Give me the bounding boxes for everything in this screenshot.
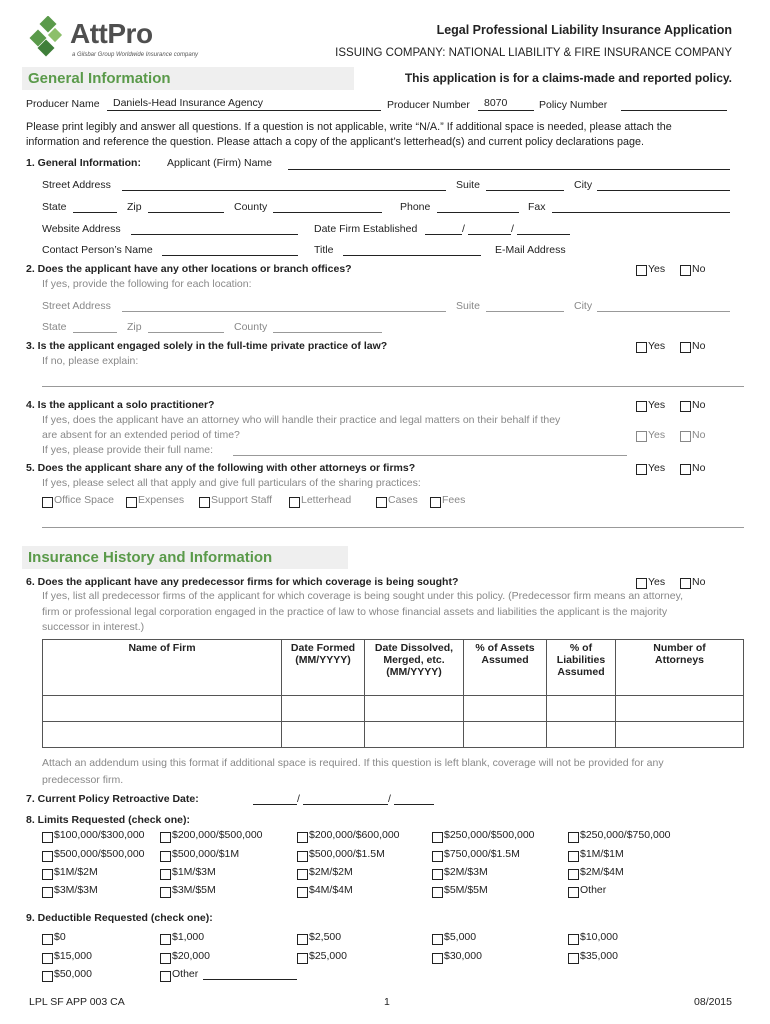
q7-title: 7. Current Policy Retroactive Date: [26,793,199,805]
state-field[interactable] [73,212,117,213]
table-row[interactable] [43,722,744,748]
limit-option-label: $2M/$2M [309,866,353,878]
q3-sub: If no, please explain: [42,355,139,367]
limit-option-checkbox[interactable] [297,832,308,843]
limit-option-checkbox[interactable] [568,851,579,862]
retro-slash-2: / [388,793,391,805]
footer-page-number: 1 [384,996,390,1008]
limit-option-checkbox[interactable] [42,832,53,843]
q6-paragraph [42,589,752,636]
limit-option-label: $100,000/$300,000 [54,829,145,841]
limit-option-label: $2M/$3M [444,866,488,878]
table-header-row [43,640,744,696]
deductible-option-label: $2,500 [309,931,342,943]
q5-particulars-field[interactable] [42,527,744,528]
county-field[interactable] [273,212,382,213]
deductible-option-checkbox[interactable] [160,953,171,964]
producer-number-value: 8070 [484,97,508,109]
limit-option-checkbox[interactable] [42,851,53,862]
producer-number-label: Producer Number [387,99,470,111]
county-label: County [234,201,268,213]
logo-tagline: a Gilsbar Group Worldwide Insurance company [72,52,199,58]
q6-yes-label: Yes [648,576,666,588]
deductible-option-label: $10,000 [580,931,618,943]
q5-yes-checkbox[interactable] [636,464,647,475]
deductible-option-label: $5,000 [444,931,477,943]
city-label: City [574,179,593,191]
street-field[interactable] [122,190,446,191]
branch-street-label: Street Address [42,300,111,312]
limit-option-label: $3M/$5M [172,884,216,896]
q4-sub-1: If yes, does the applicant have an attorney who will handle their practice and legal matters on their behalf if they [42,414,561,426]
street-label: Street Address [42,179,111,191]
q3-no-label: No [692,340,706,352]
deductible-option-label: $15,000 [54,950,92,962]
limit-option-checkbox[interactable] [42,887,53,898]
date-slash-2: / [511,223,514,235]
branch-state-field[interactable] [73,332,117,333]
q4a-yes-checkbox[interactable] [636,431,647,442]
share-expenses-checkbox[interactable] [126,497,137,508]
q5-yes-label: Yes [648,462,666,474]
q4-yes-label: Yes [648,399,666,411]
branch-city-field[interactable] [597,311,730,312]
q4a-no-checkbox[interactable] [680,431,691,442]
share-support-staff-checkbox[interactable] [199,497,210,508]
logo [28,14,258,64]
q4-sub-3: If yes, please provide their full name: [42,444,214,456]
instructions-line-2: information and reference the question. Please attach a copy of the applicant’s letterhead(s) and current policy declarations page. [26,136,645,148]
share-letterhead-checkbox[interactable] [289,497,300,508]
branch-county-label: County [234,321,268,333]
q1-title: 1. General Information: [26,157,141,169]
deductible-option-label: $35,000 [580,950,618,962]
limit-option-label: $250,000/$500,000 [444,829,535,841]
predecessor-firms-table [42,639,744,748]
limit-option-checkbox[interactable] [568,832,579,843]
q3-no-checkbox[interactable] [680,342,691,353]
limit-option-label: $200,000/$600,000 [309,829,400,841]
deductible-option-checkbox[interactable] [432,934,443,945]
q2-no-checkbox[interactable] [680,265,691,276]
deductible-option-label: $20,000 [172,950,210,962]
q2-title: 2. Does the applicant have any other locations or branch offices? [26,263,352,275]
phone-field[interactable] [437,212,519,213]
zip-field[interactable] [148,212,224,213]
col-name-of-firm: Name of Firm [43,640,282,696]
q4-sub-2: are absent for an extended period of time? [42,429,240,441]
limit-option-checkbox[interactable] [568,887,579,898]
deductible-option-label: $25,000 [309,950,347,962]
limit-option-checkbox[interactable] [432,869,443,880]
limit-option-label: $1M/$2M [54,866,98,878]
limit-option-checkbox[interactable] [568,869,579,880]
deductible-option-checkbox[interactable] [160,934,171,945]
q3-yes-label: Yes [648,340,666,352]
website-field[interactable] [131,234,298,235]
producer-number-field[interactable] [478,110,534,111]
q4a-no-label: No [692,429,706,441]
limit-option-label: Other [580,884,607,896]
branch-zip-field[interactable] [148,332,224,333]
col-date-formed: Date Formed (MM/YYYY) [282,640,365,696]
footer-date: 08/2015 [694,996,732,1008]
deductible-option-checkbox[interactable] [297,934,308,945]
table-row[interactable] [43,696,744,722]
col-number-attorneys: Number of Attorneys [616,640,744,696]
limit-option-checkbox[interactable] [297,851,308,862]
deductible-option-checkbox[interactable] [42,953,53,964]
q3-yes-checkbox[interactable] [636,342,647,353]
q6-no-checkbox[interactable] [680,578,691,589]
deductible-option-checkbox[interactable] [160,971,171,982]
date-established-month[interactable] [425,234,462,235]
logo-text: AttPro [70,18,153,49]
q2-sub: If yes, provide the following for each location: [42,278,252,290]
producer-name-value: Daniels-Head Insurance Agency [113,97,264,109]
phone-label: Phone [400,201,431,213]
limit-option-checkbox[interactable] [160,869,171,880]
q2-no-label: No [692,263,706,275]
q6-para-line-1: If yes, list all predecessor firms of the applicant for which coverage is being sought under this policy. (Predecessor firm means an attorney, [42,590,683,602]
section-general-information: General Information [22,67,354,90]
col-date-dissolved: Date Dissolved, Merged, etc. (MM/YYYY) [365,640,464,696]
q6-title: 6. Does the applicant have any predecessor firms for which coverage is being sought? [26,576,459,588]
date-established-day[interactable] [468,234,511,235]
limit-option-label: $3M/$3M [54,884,98,896]
limit-option-checkbox[interactable] [432,887,443,898]
deductible-option-checkbox[interactable] [42,934,53,945]
q4-name-field[interactable] [233,455,627,456]
share-fees-label: Fees [442,494,466,506]
q5-no-label: No [692,462,706,474]
producer-name-field[interactable] [107,110,381,111]
limit-option-checkbox[interactable] [42,869,53,880]
q5-no-checkbox[interactable] [680,464,691,475]
title-field[interactable] [343,255,481,256]
branch-zip-label: Zip [127,321,142,333]
deductible-other-field[interactable] [203,979,297,980]
instructions-line-1: Please print legibly and answer all questions. If a question is not applicable, write “N/A.” If additional space is needed, please attach the [26,121,672,133]
limit-option-checkbox[interactable] [160,832,171,843]
limit-option-checkbox[interactable] [297,887,308,898]
q4a-yes-label: Yes [648,429,666,441]
date-slash-1: / [462,223,465,235]
retro-month-field[interactable] [253,804,297,805]
limit-option-label: $250,000/$750,000 [580,829,671,841]
deductible-option-label: Other [172,968,199,980]
share-support-staff-label: Support Staff [211,494,273,506]
q3-explain-field[interactable] [42,386,744,387]
branch-street-field[interactable] [122,311,446,312]
q2-yes-label: Yes [648,263,666,275]
limit-option-label: $1M/$3M [172,866,216,878]
limit-option-label: $200,000/$500,000 [172,829,263,841]
limit-option-checkbox[interactable] [432,851,443,862]
q8-title: 8. Limits Requested (check one): [26,814,190,826]
q4-no-label: No [692,399,706,411]
footer-form-id: LPL SF APP 003 CA [29,996,125,1008]
q6-para-line-2: firm or professional legal corporation engaged in the practice of law to whose financial assets and liabilities the applicant is the majority [42,605,668,618]
col-liabilities-assumed: % of Liabilities Assumed [547,640,616,696]
issuing-company: ISSUING COMPANY: NATIONAL LIABILITY & FIRE INSURANCE COMPANY [335,47,732,59]
limit-option-label: $4M/$4M [309,884,353,896]
firm-name-field[interactable] [288,169,730,170]
col-assets-assumed: % of Assets Assumed [464,640,547,696]
limit-option-checkbox[interactable] [432,832,443,843]
q6-addendum-line-2: predecessor firm. [42,774,124,786]
deductible-option-checkbox[interactable] [42,971,53,982]
limit-option-label: $500,000/$1M [172,848,240,860]
branch-suite-field[interactable] [486,311,564,312]
q6-para-line-3: successor in interest.) [42,621,145,633]
q2-yes-checkbox[interactable] [636,265,647,276]
q3-title: 3. Is the applicant engaged solely in the full-time private practice of law? [26,340,388,352]
deductible-option-label: $50,000 [54,968,92,980]
deductible-option-checkbox[interactable] [432,953,443,964]
share-office-space-checkbox[interactable] [42,497,53,508]
q6-yes-checkbox[interactable] [636,578,647,589]
branch-city-label: City [574,300,593,312]
q5-sub: If yes, please select all that apply and give full particulars of the sharing practices: [42,477,421,489]
limit-option-checkbox[interactable] [160,887,171,898]
limit-option-label: $5M/$5M [444,884,488,896]
date-established-label: Date Firm Established [314,223,418,235]
form-title: Legal Professional Liability Insurance Application [436,23,732,37]
limit-option-checkbox[interactable] [160,851,171,862]
policy-number-label: Policy Number [539,99,608,111]
q6-no-label: No [692,576,706,588]
q4-yes-checkbox[interactable] [636,401,647,412]
deductible-option-checkbox[interactable] [297,953,308,964]
branch-suite-label: Suite [456,300,480,312]
deductible-option-label: $0 [54,931,66,943]
q5-title: 5. Does the applicant share any of the following with other attorneys or firms? [26,462,416,474]
contact-label: Contact Person’s Name [42,244,153,256]
fax-field[interactable] [552,212,730,213]
q6-addendum [42,755,752,789]
limit-option-checkbox[interactable] [297,869,308,880]
title-label: Title [314,244,334,256]
deductible-option-label: $1,000 [172,931,205,943]
contact-field[interactable] [162,255,298,256]
claims-made-note: This application is for a claims-made and reported policy. [404,71,732,85]
q9-title: 9. Deductible Requested (check one): [26,912,213,924]
limit-option-label: $500,000/$500,000 [54,848,145,860]
state-label: State [42,201,67,213]
q4-no-checkbox[interactable] [680,401,691,412]
deductible-option-label: $30,000 [444,950,482,962]
firm-name-label: Applicant (Firm) Name [167,157,273,169]
zip-label: Zip [127,201,142,213]
policy-number-field[interactable] [621,110,727,111]
limit-option-label: $500,000/$1.5M [309,848,385,860]
deductible-option-checkbox[interactable] [568,953,579,964]
fax-label: Fax [528,201,546,213]
branch-state-label: State [42,321,67,333]
share-letterhead-label: Letterhead [301,494,352,506]
retro-year-field[interactable] [394,804,434,805]
producer-name-label: Producer Name [26,98,100,110]
q4-title: 4. Is the applicant a solo practitioner? [26,399,215,411]
share-cases-checkbox[interactable] [376,497,387,508]
section-insurance-history: Insurance History and Information [22,546,348,569]
city-field[interactable] [597,190,730,191]
suite-label: Suite [456,179,480,191]
retro-day-field[interactable] [303,804,388,805]
branch-county-field[interactable] [273,332,382,333]
logo-mark-icon [28,16,72,60]
suite-field[interactable] [486,190,564,191]
email-label: E-Mail Address [495,244,566,256]
deductible-option-checkbox[interactable] [568,934,579,945]
share-fees-checkbox[interactable] [430,497,441,508]
share-expenses-label: Expenses [138,494,185,506]
date-established-year[interactable] [517,234,570,235]
q6-addendum-line-1: Attach an addendum using this format if additional space is required. If this question is left blank, coverage will not be provided for any [42,757,664,769]
share-cases-label: Cases [388,494,418,506]
website-label: Website Address [42,223,121,235]
limit-option-label: $2M/$4M [580,866,624,878]
share-office-space-label: Office Space [54,494,114,506]
retro-slash-1: / [297,793,300,805]
limit-option-label: $1M/$1M [580,848,624,860]
limit-option-label: $750,000/$1.5M [444,848,520,860]
